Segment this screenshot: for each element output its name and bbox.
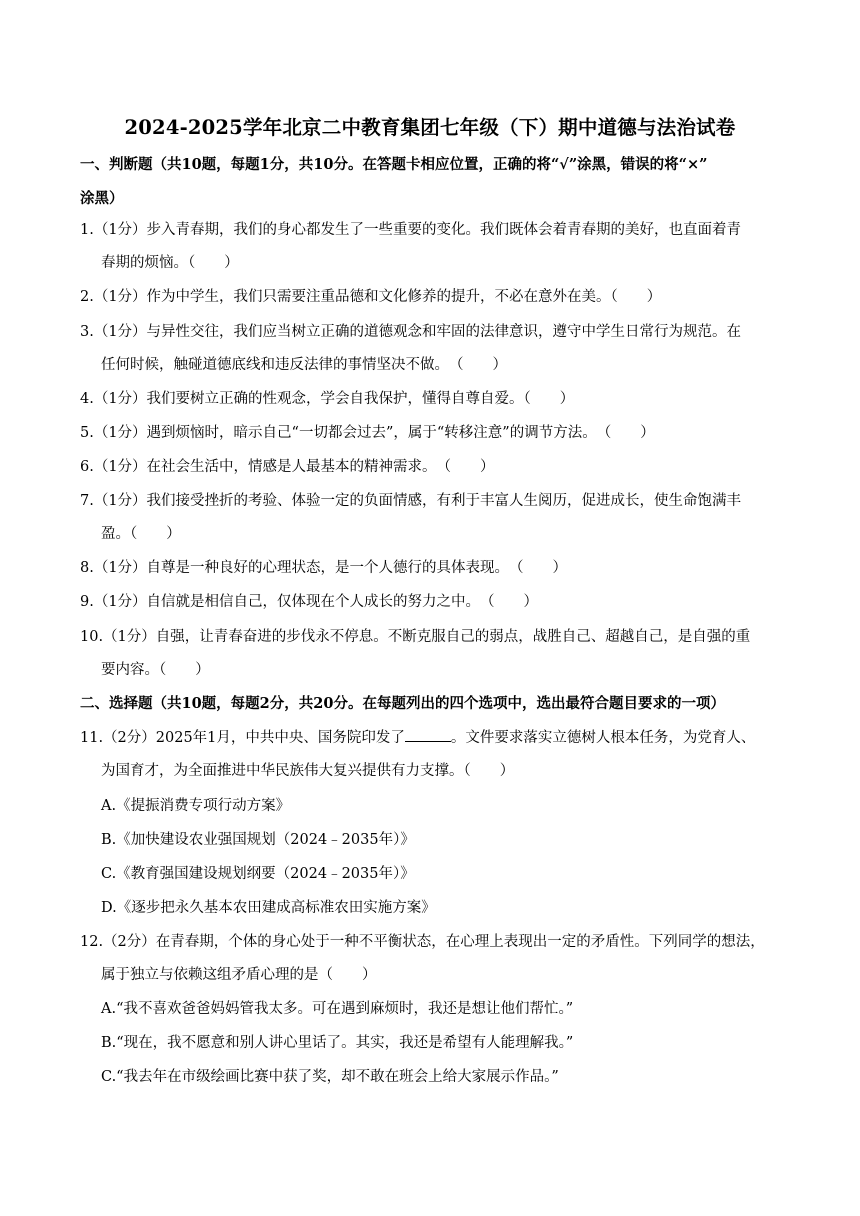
question-12: [80, 926, 780, 992]
section2-heading: 二、选择题（共10题，每题2分，共20分。在每题列出的四个选项中，选出最符合题目要求的一项）: [80, 695, 725, 712]
question-line: [80, 730, 755, 746]
question-5: [80, 417, 780, 450]
question-6: [80, 451, 780, 484]
q11-option-c: C.《教育强国建设规划纲要（2024﹣2035年）》: [101, 866, 415, 882]
question-line-cont: 为国育才，为全面推进中华民族伟大复兴提供有力支撑。（ ）: [101, 763, 515, 779]
q12-option-b: B.“现在，我不愿意和别人讲心里话了。其实，我还是希望有人能理解我。”: [101, 1035, 574, 1051]
question-line: 10.（1分）自强，让青春奋进的步伐永不停息。不断克服自己的弱点，战胜自己、超越自己，是自强的重: [80, 629, 751, 645]
fill-blank: [405, 727, 451, 742]
question-line: 7.（1分）我们接受挫折的考验、体验一定的负面情感，有利于丰富人生阅历，促进成长，使生命饱满丰: [80, 493, 742, 509]
question-line: 2.（1分）作为中学生，我们只需要注重品德和文化修养的提升，不必在意外在美。（ ）: [80, 289, 662, 305]
section1-heading-line1: 一、判断题（共10题，每题1分，共10分。在答题卡相应位置，正确的将“√”涂黑，错误的将“×”: [80, 156, 708, 173]
question-line: 8.（1分）自尊是一种良好的心理状态，是一个人德行的具体表现。 （ ）: [80, 560, 568, 576]
q11-option-b: B.《加快建设农业强国规划（2024﹣2035年）》: [101, 832, 415, 848]
question-line-cont: 要内容。（ ）: [101, 662, 210, 678]
question-line-cont: 春期的烦恼。（ ）: [101, 255, 239, 271]
question-8: [80, 552, 780, 585]
question-2: [80, 281, 780, 314]
question-line: 4.（1分）我们要树立正确的性观念，学会自我保护，懂得自尊自爱。（ ）: [80, 391, 575, 407]
question-line: 5.（1分）遇到烦恼时，暗示自己“一切都会过去”，属于“转移注意”的调节方法。 （ ）: [80, 425, 655, 441]
q11-option-d: D.《逐步把永久基本农田建成高标准农田实施方案》: [101, 900, 436, 916]
question-3: [80, 316, 780, 382]
section1-heading: [80, 148, 780, 216]
question-10: [80, 621, 780, 687]
question-line: 12.（2分）在青春期，个体的身心处于一种不平衡状态，在心理上表现出一定的矛盾性。下列同学的想法，: [80, 934, 765, 950]
question-line-cont: 盈。（ ）: [101, 526, 181, 542]
question-line-cont: 属于独立与依赖这组矛盾心理的是（ ）: [101, 967, 377, 983]
question-4: [80, 383, 780, 416]
q11-option-a: A.《提振消费专项行动方案》: [101, 798, 291, 814]
q11-text-before: 11.（2分）2025年1月，中共中央、国务院印发了: [80, 730, 405, 746]
question-line: 6.（1分）在社会生活中，情感是人最基本的精神需求。 （ ）: [80, 459, 495, 475]
question-9: [80, 586, 780, 619]
q11-text-after: 。文件要求落实立德树人根本任务，为党育人、: [450, 730, 756, 746]
exam-title: 2024-2025学年北京二中教育集团七年级（下）期中道德与法治试卷: [124, 116, 736, 139]
question-line: 9.（1分）自信就是相信自己，仅体现在个人成长的努力之中。 （ ）: [80, 594, 539, 610]
q12-option-c: C.“我去年在市级绘画比赛中获了奖，却不敢在班会上给大家展示作品。”: [101, 1069, 559, 1085]
question-1: [80, 214, 780, 280]
q12-option-a: A.“我不喜欢爸爸妈妈管我太多。可在遇到麻烦时，我还是想让他们帮忙。”: [101, 1001, 574, 1017]
section1-heading-line2: 涂黑）: [80, 190, 124, 207]
question-7: [80, 485, 780, 551]
question-line: 3.（1分）与异性交往，我们应当树立正确的道德观念和牢固的法律意识，遵守中学生日常行为规范。在: [80, 324, 742, 340]
question-11: [80, 722, 780, 788]
question-line-cont: 任何时候，触碰道德底线和违反法律的事情坚决不做。 （ ）: [101, 357, 507, 373]
question-line: 1.（1分）步入青春期，我们的身心都发生了一些重要的变化。我们既体会着青春期的美好，也直面着青: [80, 222, 742, 238]
